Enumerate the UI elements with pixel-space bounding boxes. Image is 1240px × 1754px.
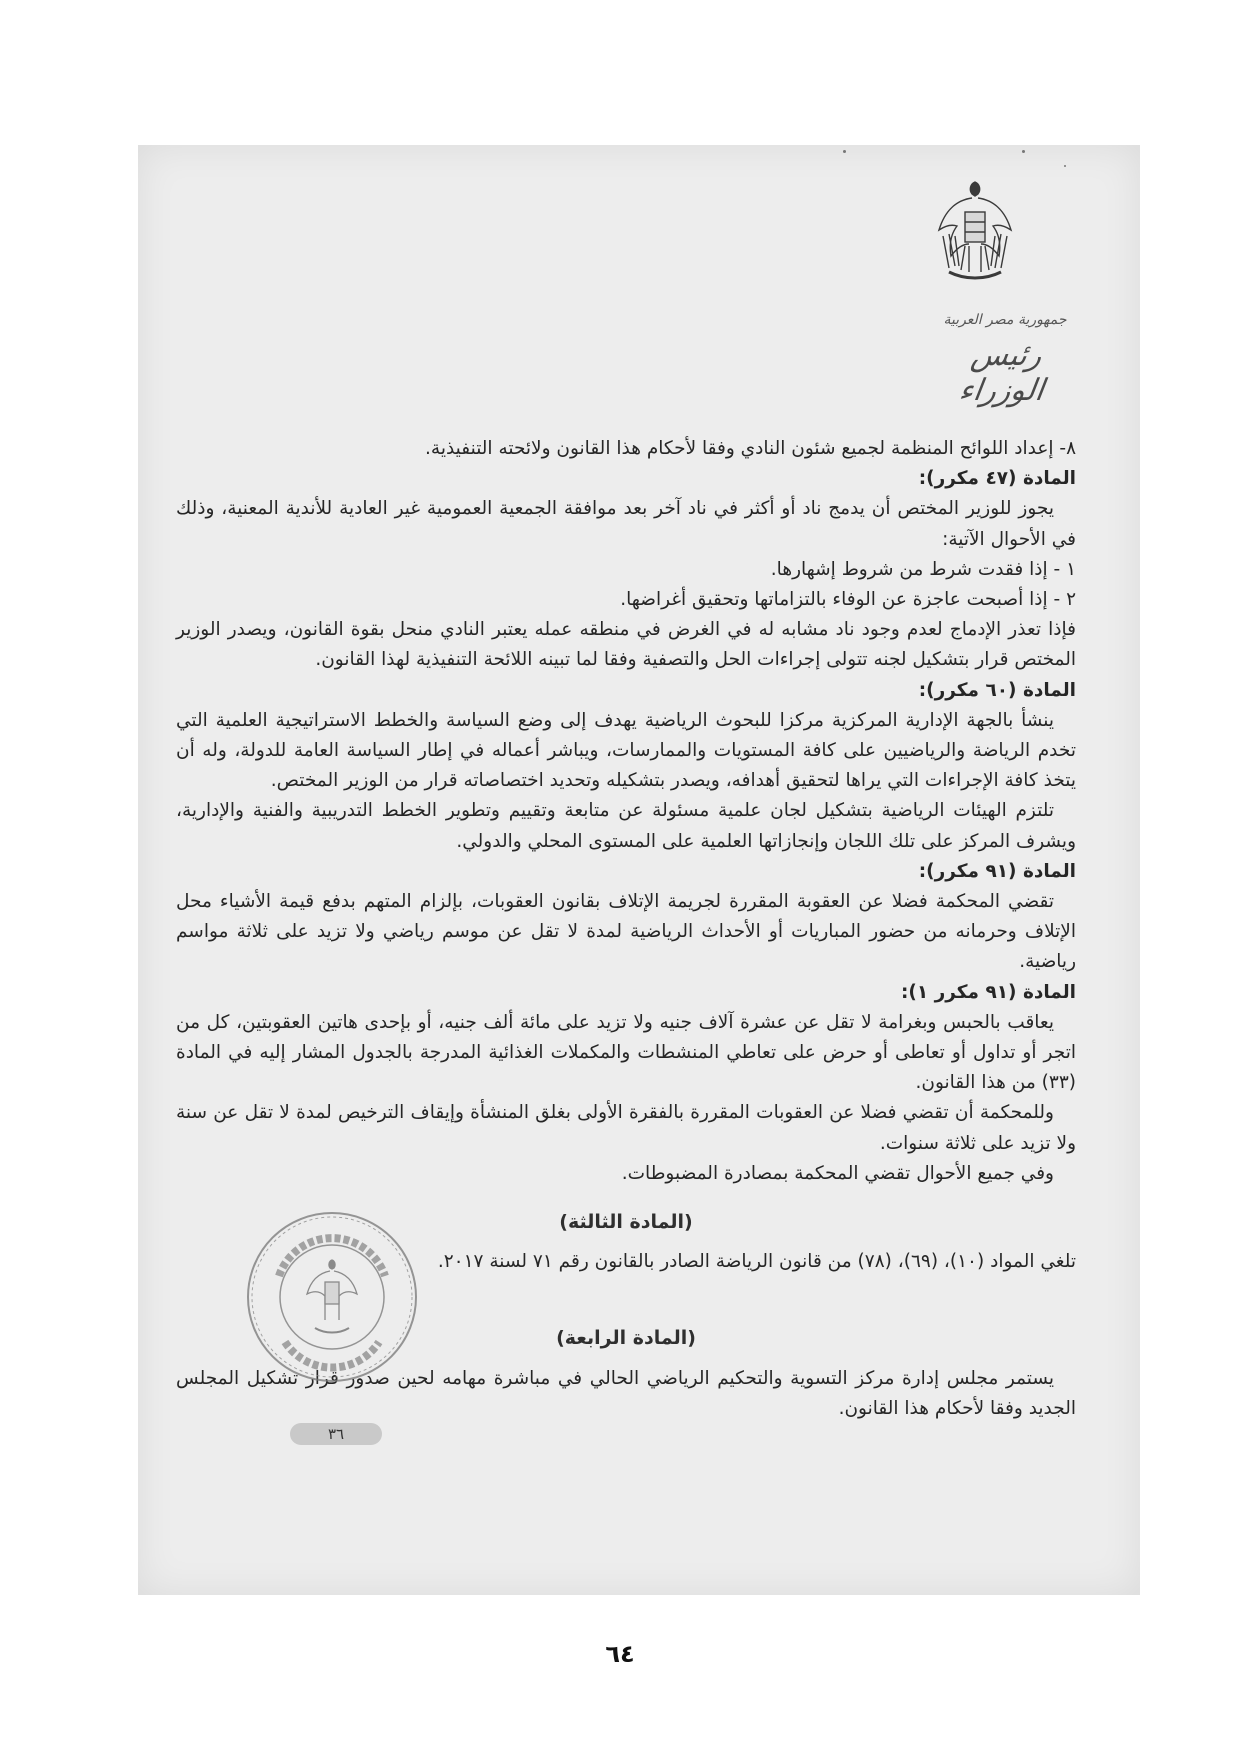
scan-speck (843, 150, 846, 153)
paragraph: وفي جميع الأحوال تقضي المحكمة بمصادرة المضبوطات. (621, 1162, 1054, 1184)
article-3-heading: (المادة الثالثة) (559, 1211, 693, 1234)
page-reference-badge: ٣٦ (290, 1423, 382, 1445)
list-item: ١ - إذا فقدت شرط من شروط إشهارها. (770, 558, 1076, 580)
paragraph: يعاقب بالحبس وبغرامة لا تقل عن عشرة آلاف جنيه ولا تزيد على مائة ألف جنيه، أو بإحدى هاتين العقوبتين، كل من اتجر أو تداول أو تعاطى أو حرض على تعاطي المنشطات والمكملات الغذائية المدرجة بالجدول المشار إليه في المادة (٣٣) من هذا القانون. (176, 1011, 1076, 1094)
list-item: ٢ - إذا أصبحت عاجزة عن الوفاء بالتزاماتها وتحقيق أغراضها. (620, 589, 1076, 611)
scan-speck (1022, 150, 1025, 153)
official-seal (245, 1210, 420, 1385)
paragraph: وللمحكمة أن تقضي فضلا عن العقوبات المقررة بالفقرة الأولى بغلق المنشأة وإيقاف الترخيص لمدة لا تقل عن سنة ولا تزيد على ثلاثة سنوات. (176, 1102, 1076, 1154)
paragraph: يجوز للوزير المختص أن يدمج ناد أو أكثر في ناد آخر بعد موافقة الجمعية العمومية غير العادية للأندية المعنية، وذلك في الأحوال الآتية: (176, 498, 1076, 550)
article-heading: المادة (٩١ مكرر): (918, 860, 1076, 882)
article-4-text: يستمر مجلس إدارة مركز التسوية والتحكيم الرياضي الحالي في مباشرة مهامه لحين صدور قرار تشكيل المجلس الجديد وفقا لأحكام هذا القانون. (176, 1367, 1076, 1419)
paragraph: فإذا تعذر الإدماج لعدم وجود ناد مشابه له في الغرض في منطقه عمله يعتبر النادي منحل بقوة القانون، ويصدر الوزير المختص قرار بتشكيل لجنه تتولى إجراءات الحل والتصفية وفقا لما تبينه اللائحة التنفيذية لهذا القانون. (176, 619, 1076, 671)
prime-minister-title: رئيس الوزراء (956, 338, 1047, 408)
paragraph: تلتزم الهيئات الرياضية بتشكيل لجان علمية مسئولة عن متابعة وتقييم وتطوير الخطط التدريبية والفنية والإدارية، ويشرف المركز على تلك اللجان وإنجازاتها العلمية على المستوى المحلي والدولي. (176, 800, 1076, 852)
article-heading: المادة (٤٧ مكرر): (918, 468, 1076, 490)
paragraph: تقضي المحكمة فضلا عن العقوبة المقررة لجريمة الإتلاف بقانون العقوبات، بإلزام المتهم بدفع قيمة الأشياء محل الإتلاف وحرمانه من حضور المباريات أو الأحداث الرياضية لمدة لا تقل عن موسم رياضي ولا تزيد على ثلاثة مواسم رياضية. (176, 891, 1076, 973)
eagle-emblem-icon (935, 176, 1015, 284)
scan-speck (1064, 165, 1066, 167)
gov-title: جمهورية مصر العربية (943, 312, 1067, 328)
paragraph: ينشأ بالجهة الإدارية المركزية مركزا للبحوث الرياضية يهدف إلى وضع السياسة والخطط الاستراتيجية العلمية التي تخدم الرياضة والرياضيين على كافة المستويات والممارسات، ويباشر أعماله في إطار السياسة العامة للدولة، وله أن يتخذ كافة الإجراءات التي يراها لتحقيق أهدافه، ويصدر بتشكيله وتحديد اختصاصاته قرار من الوزير المختص. (176, 709, 1076, 792)
article-4-heading: (المادة الرابعة) (556, 1327, 696, 1350)
article-heading: المادة (٩١ مكرر ١): (901, 981, 1076, 1003)
article-3-text: تلغي المواد (١٠)، (٦٩)، (٧٨) من قانون الرياضة الصادر بالقانون رقم ٧١ لسنة ٢٠١٧. (437, 1251, 1076, 1273)
page-number: ٦٤ (605, 1640, 635, 1668)
paragraph: ٨- إعداد اللوائح المنظمة لجميع شئون النادي وفقا لأحكام هذا القانون ولائحته التنفيذية. (425, 438, 1076, 459)
article-heading: المادة (٦٠ مكرر): (918, 679, 1076, 701)
